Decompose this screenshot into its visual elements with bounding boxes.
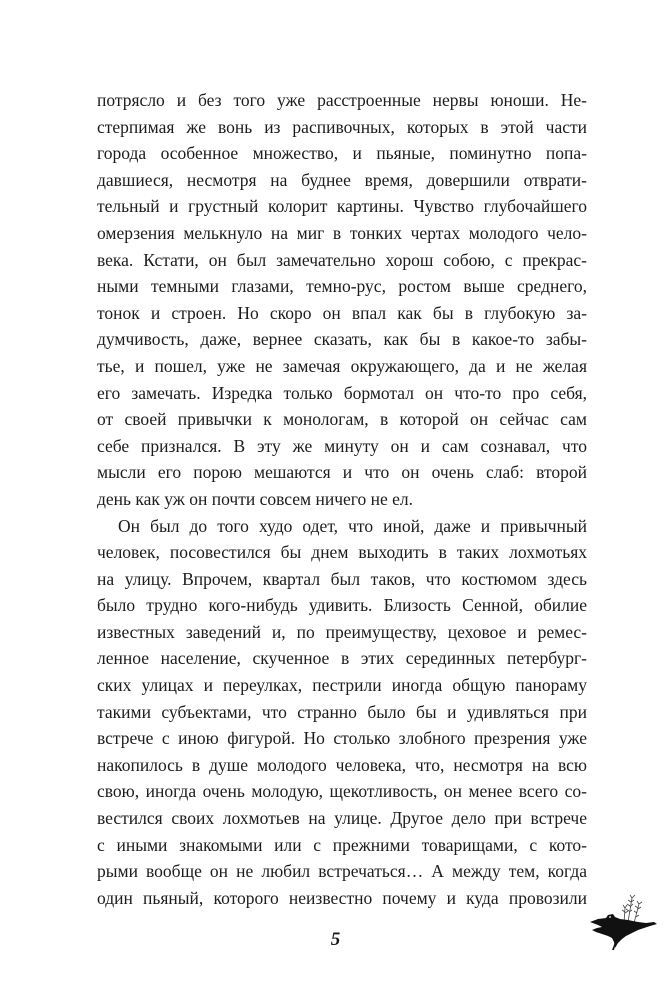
text-line: было трудно кого-нибудь удивить. Близость Сенной, обилие [97,595,587,616]
page-number: 5 [330,929,341,950]
text-line: стерпимая же вонь из распивочных, которых в этой части [97,116,587,137]
raven-icon [588,892,658,952]
paragraph-2 [97,513,587,912]
text-line: давшиеся, несмотря на буднее время, довершили отврати- [97,169,587,190]
text-line: от своей привычки к монологам, в которой он сейчас сам [97,409,587,430]
text-line: встрече с иною фигурой. Но столько злобного презрения уже [97,728,587,749]
text-line: себе признался. В эту же минуту он и сам сознавал, что [97,435,587,456]
text-line: омерзения мелькнуло на миг в тонких чертах молодого чело- [97,222,587,243]
text-line: такими субъектами, что странно было бы и удивляться при [97,701,587,722]
text-line: города особенное множество, и пьяные, поминутно попа- [97,143,587,164]
text-line: свою, иногда очень молодую, щекотливость, он менее всего со- [97,781,587,802]
body-text [97,87,587,911]
text-line: ских улицах и переулках, пестрили иногда общую панораму [97,675,587,696]
text-line: вестился своих лохмотьев на улице. Другое дело при встрече [97,808,587,829]
text-line: Он был до того худо одет, что иной, даже и привычный [118,515,587,536]
text-line: рыми вообще он не любил встречаться… А между тем, когда [97,861,587,882]
text-line: тье, и пошел, уже не замечая окружающего, да и не желая [97,355,587,376]
text-line: один пьяный, которого неизвестно почему и куда провозили [97,887,587,908]
text-line: ными темными глазами, темно-рус, ростом выше среднего, [97,276,587,297]
text-line: ленное население, скученное в этих серединных петербург- [97,648,587,669]
text-line: мысли его порою мешаются и что он очень слаб: второй [97,462,587,483]
paragraph-1 [97,87,587,513]
text-line: века. Кстати, он был замечательно хорош собою, с прекрас- [97,249,587,270]
text-line: на улицу. Впрочем, квартал был таков, что костюмом здесь [97,568,587,589]
text-line: известных заведений и, по преимуществу, цеховое и ремес- [97,621,587,642]
text-line: день как уж он почти совсем ничего не ел. [97,488,414,509]
text-line: потрясло и без того уже расстроенные нервы юноши. Не- [97,90,587,110]
text-line: человек, посовестился бы днем выходить в таких лохмотьях [97,542,587,563]
text-line: думчивость, даже, вернее сказать, как бы в какое-то забы- [97,329,587,350]
text-line: накопилось в душе молодого человека, что, несмотря на всю [97,754,587,775]
text-line: тельный и грустный колорит картины. Чувство глубочайшего [97,196,587,217]
text-line: тонок и строен. Но скоро он впал как бы в глубокую за- [97,302,587,323]
text-line: его замечать. Изредка только бормотал он что-то про себя, [97,382,587,403]
text-line: с иными знакомыми или с прежними товарищами, с кото- [97,834,587,855]
